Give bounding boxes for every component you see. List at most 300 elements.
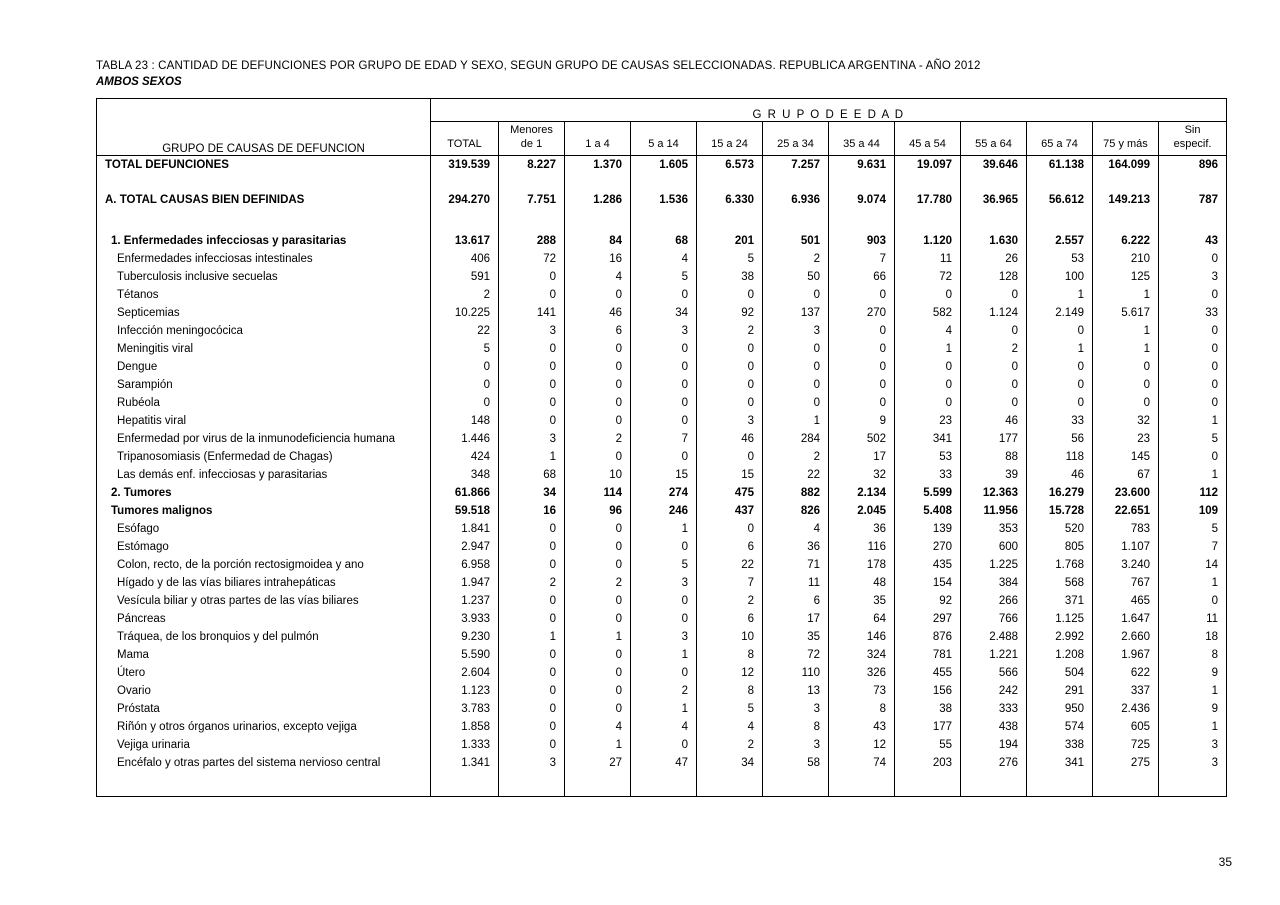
spacer-cell: [829, 209, 895, 226]
table-cell: 826: [763, 502, 829, 520]
table-cell: 270: [895, 538, 961, 556]
table-cell: 1: [1159, 466, 1227, 484]
table-cell: 0: [499, 376, 565, 394]
table-row: [97, 322, 1227, 340]
spacer-cell: [431, 209, 499, 226]
row-label: A. TOTAL CAUSAS BIEN DEFINIDAS: [105, 193, 305, 206]
table-cell: 125: [1093, 268, 1159, 286]
row-label: Útero: [117, 666, 146, 679]
table-cell: 465: [1093, 592, 1159, 610]
row-label: Mama: [117, 648, 149, 661]
row-label: Tuberculosis inclusive secuelas: [117, 270, 278, 283]
table-cell: 6: [763, 592, 829, 610]
table-cell: 0: [763, 394, 829, 412]
table-cell: 1.446: [431, 430, 499, 448]
table-row: [97, 358, 1227, 376]
table-row: [97, 664, 1227, 682]
row-label: Dengue: [117, 360, 158, 373]
table-cell: 0: [499, 718, 565, 736]
table-cell: 0: [697, 520, 763, 538]
table-cell: 0: [631, 448, 697, 466]
table-cell: 96: [565, 502, 631, 520]
table-cell: 33: [1027, 412, 1093, 430]
table-cell: 67: [1093, 466, 1159, 484]
table-cell: 50: [763, 268, 829, 286]
table-row: [97, 754, 1227, 772]
age-group-header: G R U P O D E E D A D: [431, 99, 1227, 122]
table-cell: 2: [697, 592, 763, 610]
table-row: [97, 592, 1227, 610]
table-cell: 22: [431, 322, 499, 340]
column-header: [961, 122, 1027, 156]
table-cell: 7: [697, 574, 763, 592]
table-cell: 0: [565, 664, 631, 682]
table-cell: 118: [1027, 448, 1093, 466]
spacer-cell: [763, 209, 829, 226]
table-cell: 112: [1159, 484, 1227, 502]
table-cell: 156: [895, 682, 961, 700]
table-cell: 0: [697, 376, 763, 394]
table-cell: 149.213: [1093, 191, 1159, 209]
table-cell: 0: [565, 610, 631, 628]
table-cell: 767: [1093, 574, 1159, 592]
table-cell: 502: [829, 430, 895, 448]
table-cell: 1: [1159, 574, 1227, 592]
table-cell: 48: [829, 574, 895, 592]
table-cell: 8: [697, 646, 763, 664]
table-cell: 0: [829, 394, 895, 412]
column-header: [763, 122, 829, 156]
table-cell: 116: [829, 538, 895, 556]
column-header-line1: 75 y más: [1103, 137, 1148, 150]
table-cell: 100: [1027, 268, 1093, 286]
table-cell: 783: [1093, 520, 1159, 538]
table-row: [97, 466, 1227, 484]
table-cell: 0: [1159, 322, 1227, 340]
table-cell: 68: [499, 466, 565, 484]
table-cell: 17.780: [895, 191, 961, 209]
table-cell: 2.488: [961, 628, 1027, 646]
row-label: Enfermedad por virus de la inmunodeficiencia humana: [117, 432, 396, 445]
row-label: Próstata: [117, 702, 160, 715]
table-cell: 324: [829, 646, 895, 664]
table-cell: 141: [499, 304, 565, 322]
table-cell: 1.858: [431, 718, 499, 736]
table-cell: 114: [565, 484, 631, 502]
row-label: Hepatitis viral: [117, 414, 187, 427]
table-cell: 47: [631, 754, 697, 772]
table-cell: 622: [1093, 664, 1159, 682]
column-header-line1: Sin: [1184, 124, 1201, 136]
table-cell: 2.660: [1093, 628, 1159, 646]
table-cell: 73: [829, 682, 895, 700]
spacer-cell: [499, 174, 565, 191]
table-cell: 0: [1093, 376, 1159, 394]
table-cell: 0: [697, 448, 763, 466]
table-cell: 0: [631, 394, 697, 412]
table-cell: 12: [829, 736, 895, 754]
table-cell: 154: [895, 574, 961, 592]
table-row: [97, 430, 1227, 448]
table-cell: 92: [697, 304, 763, 322]
column-header: [697, 122, 763, 156]
table-row: [97, 412, 1227, 430]
table-cell: 39: [961, 466, 1027, 484]
row-label: Infección meningocócica: [117, 324, 243, 337]
spacer-cell: [499, 209, 565, 226]
table-cell: 0: [961, 286, 1027, 304]
table-cell: 876: [895, 628, 961, 646]
table-cell: 8: [829, 700, 895, 718]
column-header: [1093, 122, 1159, 156]
table-cell: 2.149: [1027, 304, 1093, 322]
table-cell: 5: [1159, 520, 1227, 538]
table-cell: 35: [829, 592, 895, 610]
table-cell: 0: [1093, 358, 1159, 376]
spacer-cell: [829, 174, 895, 191]
padding-cell: [565, 772, 631, 797]
table-cell: 0: [895, 286, 961, 304]
table-cell: 0: [763, 340, 829, 358]
table-cell: 23.600: [1093, 484, 1159, 502]
table-cell: 59.518: [431, 502, 499, 520]
page-number: 35: [1218, 855, 1232, 869]
table-row: [97, 286, 1227, 304]
spacer-cell: [1093, 174, 1159, 191]
table-cell: 3: [697, 412, 763, 430]
row-label: TOTAL DEFUNCIONES: [105, 158, 229, 171]
table-cell: 766: [961, 610, 1027, 628]
table-cell: 5.408: [895, 502, 961, 520]
row-bottom-padding: [97, 772, 1227, 797]
column-header: [565, 122, 631, 156]
table-cell: 1: [499, 448, 565, 466]
table-cell: 0: [431, 376, 499, 394]
table-row: [97, 484, 1227, 502]
table-cell: 0: [499, 592, 565, 610]
table-cell: 605: [1093, 718, 1159, 736]
table-cell: 353: [961, 520, 1027, 538]
table-cell: 1.124: [961, 304, 1027, 322]
table-cell: 1: [1159, 718, 1227, 736]
table-cell: 10.225: [431, 304, 499, 322]
column-header-line1: TOTAL: [447, 137, 482, 150]
table-cell: 1: [565, 628, 631, 646]
table-cell: 3.783: [431, 700, 499, 718]
table-cell: 0: [1159, 592, 1227, 610]
table-cell: 4: [697, 718, 763, 736]
table-cell: 11: [1159, 610, 1227, 628]
table-cell: 32: [829, 466, 895, 484]
padding-cell: [1159, 772, 1227, 797]
table-cell: 6.330: [697, 191, 763, 209]
table-cell: 2.436: [1093, 700, 1159, 718]
padding-cell: [961, 772, 1027, 797]
table-cell: 1.107: [1093, 538, 1159, 556]
table-cell: 0: [895, 376, 961, 394]
table-cell: 2.604: [431, 664, 499, 682]
table-cell: 903: [829, 226, 895, 250]
table-cell: 1: [499, 628, 565, 646]
table-cell: 3: [631, 574, 697, 592]
table-cell: 16: [565, 250, 631, 268]
table-cell: 11: [895, 250, 961, 268]
table-cell: 437: [697, 502, 763, 520]
row-label: Tráquea, de los bronquios y del pulmón: [117, 630, 319, 643]
spacer-cell: [631, 174, 697, 191]
table-row: [97, 538, 1227, 556]
row-label: Encéfalo y otras partes del sistema nervioso central: [117, 756, 381, 769]
table-cell: 33: [895, 466, 961, 484]
table-cell: 1: [1027, 286, 1093, 304]
table-cell: 4: [631, 718, 697, 736]
table-cell: 0: [631, 538, 697, 556]
table-cell: 178: [829, 556, 895, 574]
table-cell: 0: [1027, 394, 1093, 412]
spacer-cell: [1159, 209, 1227, 226]
table-cell: 0: [631, 736, 697, 754]
table-cell: 0: [1159, 358, 1227, 376]
table-cell: 1: [631, 700, 697, 718]
table-cell: 35: [763, 628, 829, 646]
table-cell: 0: [1027, 376, 1093, 394]
table-cell: 2.947: [431, 538, 499, 556]
table-cell: 1.333: [431, 736, 499, 754]
table-cell: 3.933: [431, 610, 499, 628]
table-cell: 1.120: [895, 226, 961, 250]
table-cell: 12.363: [961, 484, 1027, 502]
table-cell: 1: [895, 340, 961, 358]
column-header: [499, 122, 565, 156]
padding-cell: [895, 772, 961, 797]
column-header-line2: de 1: [520, 137, 543, 150]
table-cell: 4: [565, 268, 631, 286]
table-cell: 92: [895, 592, 961, 610]
table-cell: 12: [697, 664, 763, 682]
table-cell: 896: [1159, 155, 1227, 174]
table-cell: 9: [1159, 700, 1227, 718]
table-cell: 1: [1093, 340, 1159, 358]
table-cell: 0: [895, 358, 961, 376]
table-cell: 0: [565, 286, 631, 304]
column-header: [431, 122, 499, 156]
table-cell: 71: [763, 556, 829, 574]
header-row-group: [97, 99, 1227, 122]
table-cell: 566: [961, 664, 1027, 682]
table-cell: 8: [697, 682, 763, 700]
table-cell: 1: [763, 412, 829, 430]
padding-cell: [1027, 772, 1093, 797]
deaths-by-age-and-cause-table: [96, 98, 1227, 797]
table-cell: 4: [763, 520, 829, 538]
table-cell: 0: [431, 394, 499, 412]
table-cell: 15: [631, 466, 697, 484]
table-cell: 0: [829, 340, 895, 358]
table-cell: 148: [431, 412, 499, 430]
column-header-line1: 55 a 64: [975, 137, 1012, 150]
table-cell: 19.097: [895, 155, 961, 174]
table-cell: 274: [631, 484, 697, 502]
table-cell: 10: [697, 628, 763, 646]
table-cell: 0: [499, 412, 565, 430]
table-cell: 4: [895, 322, 961, 340]
table-cell: 501: [763, 226, 829, 250]
spacer-cell: [565, 209, 631, 226]
table-cell: 435: [895, 556, 961, 574]
table-cell: 2: [431, 286, 499, 304]
table-cell: 145: [1093, 448, 1159, 466]
table-cell: 406: [431, 250, 499, 268]
table-row: [97, 268, 1227, 286]
table-cell: 1.237: [431, 592, 499, 610]
table-cell: 14: [1159, 556, 1227, 574]
column-header: [895, 122, 961, 156]
column-header-line1: Menores: [510, 124, 553, 136]
table-cell: 2: [565, 574, 631, 592]
table-cell: 110: [763, 664, 829, 682]
table-cell: 68: [631, 226, 697, 250]
table-cell: 787: [1159, 191, 1227, 209]
table-cell: 1.967: [1093, 646, 1159, 664]
column-header: [631, 122, 697, 156]
table-cell: 2: [697, 322, 763, 340]
table-cell: 3: [631, 322, 697, 340]
table-cell: 9.631: [829, 155, 895, 174]
table-cell: 0: [499, 736, 565, 754]
column-header-line1: 65 a 74: [1041, 137, 1078, 150]
table-cell: 34: [631, 304, 697, 322]
table-cell: 582: [895, 304, 961, 322]
table-cell: 5: [631, 556, 697, 574]
row-label: Colon, recto, de la porción rectosigmoidea y ano: [117, 558, 364, 571]
table-cell: 84: [565, 226, 631, 250]
padding-cell: [499, 772, 565, 797]
table-cell: 2: [499, 574, 565, 592]
table-cell: 288: [499, 226, 565, 250]
table-cell: 17: [829, 448, 895, 466]
table-cell: 520: [1027, 520, 1093, 538]
table-cell: 1: [1093, 322, 1159, 340]
table-cell: 0: [499, 682, 565, 700]
table-cell: 177: [895, 718, 961, 736]
table-cell: 0: [565, 412, 631, 430]
table-cell: 72: [499, 250, 565, 268]
table-row: [97, 340, 1227, 358]
row-label: Tumores malignos: [111, 504, 213, 517]
spacer-cell: [1093, 209, 1159, 226]
table-cell: 3: [763, 322, 829, 340]
row-label: Estómago: [117, 540, 169, 553]
table-cell: 0: [961, 394, 1027, 412]
row-label: Riñón y otros órganos urinarios, excepto vejiga: [117, 720, 357, 733]
column-header-line2: especif.: [1173, 137, 1212, 150]
table-cell: 1: [631, 646, 697, 664]
table-cell: 22: [763, 466, 829, 484]
row-label: Enfermedades infecciosas intestinales: [117, 252, 313, 265]
table-cell: 6.936: [763, 191, 829, 209]
table-cell: 424: [431, 448, 499, 466]
table-cell: 5: [697, 700, 763, 718]
table-cell: 0: [697, 340, 763, 358]
table-cell: 2.045: [829, 502, 895, 520]
table-cell: 203: [895, 754, 961, 772]
table-cell: 1.605: [631, 155, 697, 174]
table-cell: 66: [829, 268, 895, 286]
table-cell: 8: [1159, 646, 1227, 664]
table-cell: 46: [1027, 466, 1093, 484]
table-row: [97, 628, 1227, 646]
table-cell: 16.279: [1027, 484, 1093, 502]
table-row: [97, 502, 1227, 520]
table-cell: 0: [763, 376, 829, 394]
table-row: [97, 250, 1227, 268]
padding-cell: [1093, 772, 1159, 797]
table-cell: 0: [697, 394, 763, 412]
table-cell: 3: [1159, 736, 1227, 754]
table-cell: 0: [499, 610, 565, 628]
table-row: [97, 610, 1227, 628]
table-cell: 600: [961, 538, 1027, 556]
table-cell: 3.240: [1093, 556, 1159, 574]
table-cell: 455: [895, 664, 961, 682]
table-cell: 1.841: [431, 520, 499, 538]
table-cell: 0: [499, 340, 565, 358]
table-cell: 56: [1027, 430, 1093, 448]
row-label: Esófago: [117, 522, 160, 535]
table-cell: 341: [895, 430, 961, 448]
table-cell: 2: [763, 448, 829, 466]
table-cell: 0: [1027, 322, 1093, 340]
table-cell: 781: [895, 646, 961, 664]
table-cell: 266: [961, 592, 1027, 610]
table-cell: 33: [1159, 304, 1227, 322]
spacer-cell: [97, 174, 431, 191]
table-cell: 6.573: [697, 155, 763, 174]
table-cell: 0: [499, 268, 565, 286]
table-cell: 950: [1027, 700, 1093, 718]
table-cell: 0: [697, 286, 763, 304]
table-cell: 3: [499, 322, 565, 340]
table-cell: 5: [431, 340, 499, 358]
table-cell: 3: [1159, 754, 1227, 772]
column-header: [1159, 122, 1227, 156]
table-cell: 7: [631, 430, 697, 448]
table-cell: 1: [631, 520, 697, 538]
table-cell: 0: [895, 394, 961, 412]
table-cell: 146: [829, 628, 895, 646]
row-label: 2. Tumores: [111, 486, 172, 499]
table-cell: 0: [1093, 394, 1159, 412]
table-cell: 0: [499, 700, 565, 718]
row-label: Tripanosomiasis (Enfermedad de Chagas): [117, 450, 333, 463]
table-row: [97, 226, 1227, 250]
table-cell: 805: [1027, 538, 1093, 556]
table-cell: 58: [763, 754, 829, 772]
table-cell: 2: [961, 340, 1027, 358]
table-cell: 0: [631, 286, 697, 304]
spacer-cell: [565, 174, 631, 191]
table-row: [97, 574, 1227, 592]
table-cell: 5: [1159, 430, 1227, 448]
table-cell: 0: [1027, 358, 1093, 376]
table-cell: 1.647: [1093, 610, 1159, 628]
table-cell: 61.866: [431, 484, 499, 502]
table-cell: 0: [565, 700, 631, 718]
table-cell: 177: [961, 430, 1027, 448]
spacer-cell: [1159, 174, 1227, 191]
table-cell: 242: [961, 682, 1027, 700]
table-cell: 3: [763, 736, 829, 754]
